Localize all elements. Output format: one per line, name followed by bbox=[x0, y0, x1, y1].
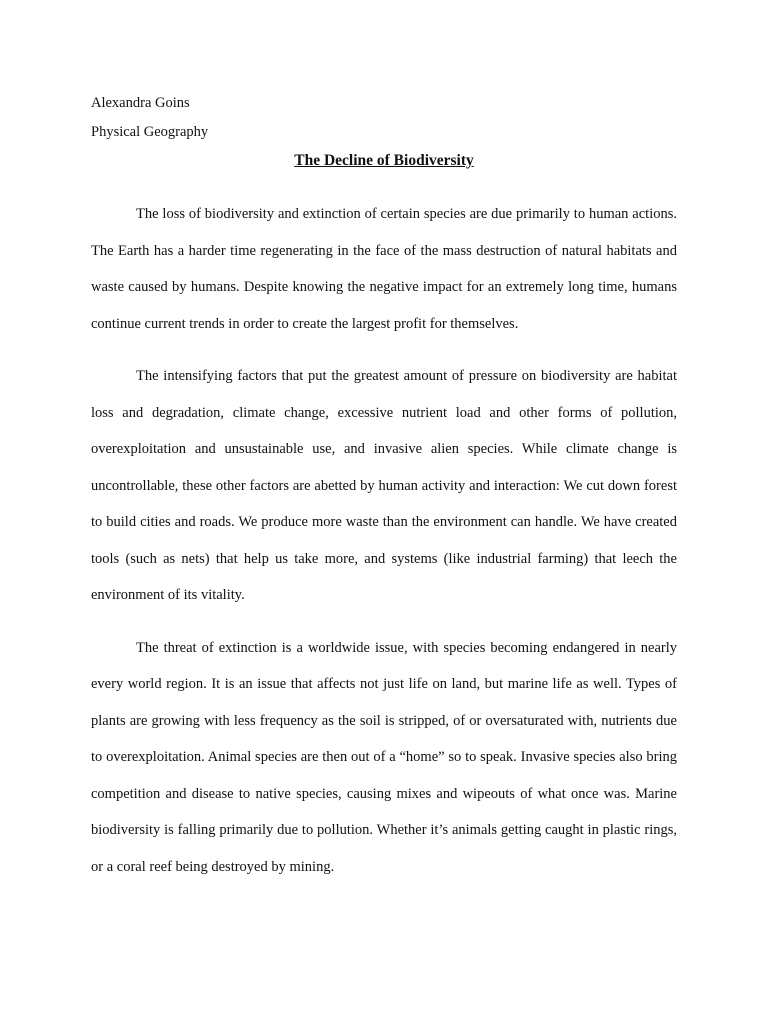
paragraph-1: The loss of biodiversity and extinction of certain species are due primarily to human actions. The Earth has a harder time regenerating in the face of the mass destruction of natural habitats and waste caused by humans. Despite knowing the negative impact for an extremely long time, humans continue current trends in order to create the largest profit for themselves. bbox=[91, 206, 677, 332]
author-name: Alexandra Goins bbox=[91, 95, 190, 111]
paragraph-2: The intensifying factors that put the greatest amount of pressure on biodiversity are habitat loss and degradation, climate change, excessive nutrient load and other forms of pollution, overexploitation and unsustainable use, and invasive alien species. While climate change is uncontrollable, these other factors are abetted by human activity and interaction: We cut down forest to build cities and roads. We produce more waste than the environment can handle. We have created tools (such as nets) that help us take more, and systems (like industrial farming) that leech the environment of its vitality. bbox=[91, 368, 677, 603]
document-title: The Decline of Biodiversity bbox=[294, 152, 474, 169]
paragraph-3: The threat of extinction is a worldwide issue, with species becoming endangered in nearly every world region. It is an issue that affects not just life on land, but marine life as well. Types of plants are growing with less frequency as the soil is stripped, of or oversaturated with, nutrients due to overexploitation. Animal species are then out of a “home” so to speak. Invasive species also bring competition and disease to native species, causing mixes and wipeouts of what once was. Marine biodiversity is falling primarily due to pollution. Whether it’s animals getting caught in plastic rings, or a coral reef being destroyed by mining. bbox=[91, 639, 677, 875]
essay-body bbox=[91, 196, 677, 901]
course-name: Physical Geography bbox=[91, 124, 209, 140]
